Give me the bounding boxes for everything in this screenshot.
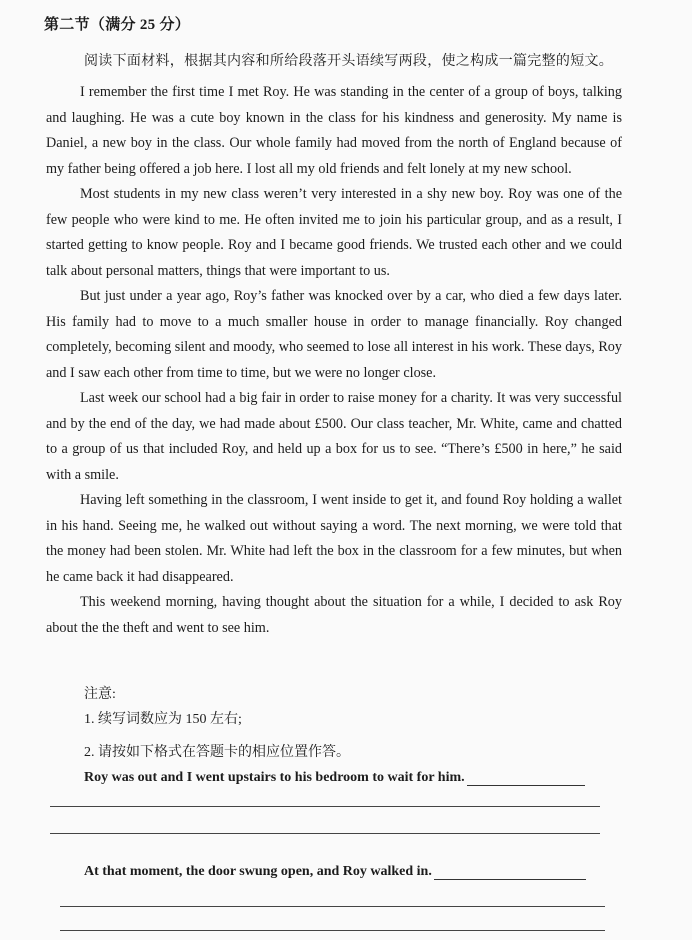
answer-line[interactable] <box>60 930 605 931</box>
prompt-second-paragraph <box>84 864 586 880</box>
story-paragraph: Last week our school had a big fair in order to raise money for a charity. It was very successful and by the end of the day, we had made about £500. Our class teacher, Mr. White, came and chatted to a group of us that included Roy, and held up a box for us to see. “There’s £500 in here,” he said with a smile. <box>46 390 622 483</box>
prompt-first-paragraph <box>84 770 585 786</box>
story-paragraph: I remember the first time I met Roy. He was standing in the center of a group of boys, talking and laughing. He was a cute boy known in the class for his kindness and generosity. My name is Daniel, a new boy in the class. Our whole family had moved from the north of England because of my father being offered a job here. I lost all my old friends and felt lonely at my new school. <box>46 84 622 177</box>
story-text <box>46 80 622 641</box>
instruction-text: 阅读下面材料，根据其内容和所给段落开头语续写两段，使之构成一篇完整的短文。 <box>84 54 614 69</box>
answer-blank[interactable] <box>467 771 585 786</box>
story-paragraph: Having left something in the classroom, I went inside to get it, and found Roy holding a wallet in his hand. Seeing me, he walked out without saying a word. The next morning, we were told that the money had been stolen. Mr. White had left the box in the classroom for a few minutes, but when he came back it had disappeared. <box>46 492 622 585</box>
prompt-first-text: Roy was out and I went upstairs to his bedroom to wait for him. <box>84 770 465 785</box>
story-paragraph: But just under a year ago, Roy’s father was knocked over by a car, who died a few days later. His family had to move to a much smaller house in order to manage financially. Roy changed completely, becoming silent and moody, who seemed to lose all interest in his work. These days, Roy and I saw each other from time to time, but we were no longer close. <box>46 288 622 381</box>
answer-line[interactable] <box>50 806 600 807</box>
answer-line[interactable] <box>60 906 605 907</box>
answer-blank[interactable] <box>434 865 586 880</box>
section-title: 第二节（满分 25 分） <box>44 17 191 33</box>
notes-label: 注意: <box>84 687 116 702</box>
prompt-second-text: At that moment, the door swung open, and Roy walked in. <box>84 864 432 879</box>
story-paragraph: This weekend morning, having thought about the situation for a while, I decided to ask Roy about the the theft and went to see him. <box>46 594 622 636</box>
note-format: 2. 请按如下格式在答题卡的相应位置作答。 <box>84 745 350 760</box>
story-paragraph: Most students in my new class weren’t very interested in a shy new boy. Roy was one of the few people who were kind to me. He often invited me to join his particular group, and as a result, I started getting to know people. Roy and I became good friends. We trusted each other and we could talk about personal matters, things that were important to us. <box>46 186 622 279</box>
answer-line[interactable] <box>50 833 600 834</box>
note-word-count: 1. 续写词数应为 150 左右; <box>84 712 242 727</box>
